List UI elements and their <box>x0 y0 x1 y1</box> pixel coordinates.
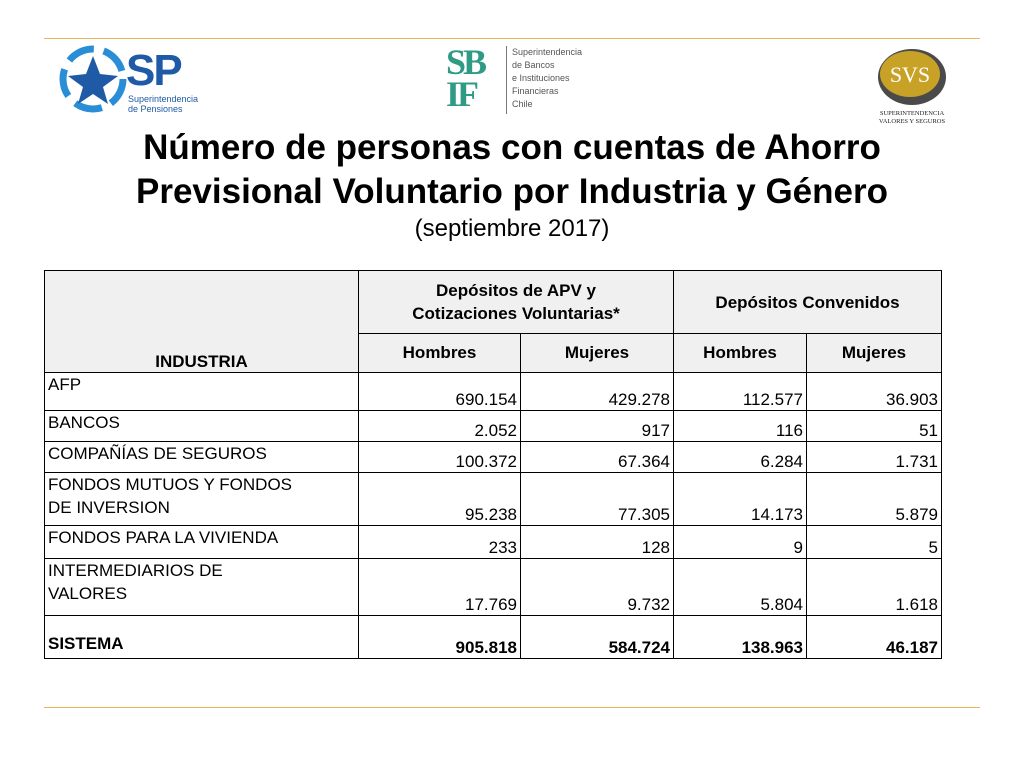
header-apv-line: Cotizaciones Voluntarias* <box>412 304 620 323</box>
table-row <box>45 473 942 526</box>
sbif-name-line: Chile <box>512 99 533 109</box>
sp-logo <box>58 44 218 114</box>
apv-hombres-cell: 2.052 <box>359 411 521 442</box>
sbif-logo-names <box>512 46 582 111</box>
sp-emblem-icon <box>58 44 128 114</box>
svs-subtitle-line: VALORES Y SEGUROS <box>878 118 946 125</box>
sbif-logo-mark <box>446 42 485 114</box>
industry-cell <box>45 473 359 526</box>
apv-table <box>44 270 942 659</box>
apv-hombres-cell: 690.154 <box>359 373 521 411</box>
apv-hombres-cell: 905.818 <box>359 616 521 659</box>
table-row <box>45 411 942 442</box>
conv-hombres-cell: 5.804 <box>674 559 807 616</box>
svs-logo <box>872 44 952 130</box>
bottom-rule <box>44 707 980 708</box>
apv-mujeres-cell: 584.724 <box>521 616 674 659</box>
conv-mujeres-cell: 1.731 <box>807 442 942 473</box>
title-line: Previsional Voluntario por Industria y Género <box>135 172 888 211</box>
conv-hombres-cell: 112.577 <box>674 373 807 411</box>
industry-label: COMPAÑÍAS DE SEGUROS <box>48 444 267 463</box>
svs-logo-mark: SVS <box>889 62 931 87</box>
sbif-name-line: e Instituciones <box>512 73 570 83</box>
page-title <box>40 126 984 214</box>
industry-label: DE INVERSION <box>48 498 170 517</box>
top-rule <box>44 38 980 39</box>
table-row <box>45 442 942 473</box>
header-industria: INDUSTRIA <box>45 271 359 373</box>
conv-hombres-cell: 6.284 <box>674 442 807 473</box>
conv-hombres-cell: 138.963 <box>674 616 807 659</box>
table-row <box>45 559 942 616</box>
apv-mujeres-cell: 77.305 <box>521 473 674 526</box>
table-row-total <box>45 616 942 659</box>
conv-hombres-cell: 116 <box>674 411 807 442</box>
apv-mujeres-cell: 9.732 <box>521 559 674 616</box>
industry-cell <box>45 559 359 616</box>
industry-label: BANCOS <box>48 413 120 432</box>
conv-hombres-cell: 9 <box>674 526 807 559</box>
conv-mujeres-cell: 1.618 <box>807 559 942 616</box>
header-apv-hombres: Hombres <box>359 334 521 373</box>
sbif-logo <box>446 42 596 118</box>
industry-label: FONDOS PARA LA VIVIENDA <box>48 528 279 547</box>
industry-label: INTERMEDIARIOS DE <box>48 561 223 580</box>
industry-cell <box>45 411 359 442</box>
sbif-name-line: Superintendencia <box>512 47 583 57</box>
conv-mujeres-cell: 5 <box>807 526 942 559</box>
page-subtitle: (septiembre 2017) <box>414 215 610 242</box>
header-apv-line: Depósitos de APV y <box>436 281 596 300</box>
sp-logo-subtitle <box>128 94 198 114</box>
apv-hombres-cell: 17.769 <box>359 559 521 616</box>
industry-cell <box>45 442 359 473</box>
svs-emblem-icon <box>872 44 952 110</box>
apv-mujeres-cell: 67.364 <box>521 442 674 473</box>
conv-mujeres-cell: 5.879 <box>807 473 942 526</box>
header-conv-hombres: Hombres <box>674 334 807 373</box>
apv-hombres-cell: 100.372 <box>359 442 521 473</box>
industry-cell <box>45 616 359 659</box>
header-conv-mujeres: Mujeres <box>807 334 942 373</box>
header-convenidos-group: Depósitos Convenidos <box>674 271 942 334</box>
industry-label: SISTEMA <box>48 634 124 653</box>
sp-subtitle-line: de Pensiones <box>128 104 183 114</box>
conv-mujeres-cell: 46.187 <box>807 616 942 659</box>
sbif-mark-line: SB <box>446 42 485 82</box>
industry-label: AFP <box>48 375 82 394</box>
conv-mujeres-cell: 36.903 <box>807 373 942 411</box>
sbif-name-line: Financieras <box>512 86 559 96</box>
title-line: Número de personas con cuentas de Ahorro <box>143 128 881 167</box>
conv-mujeres-cell: 51 <box>807 411 942 442</box>
sp-logo-mark: SP <box>126 46 181 95</box>
industry-cell <box>45 373 359 411</box>
industry-cell <box>45 526 359 559</box>
apv-mujeres-cell: 429.278 <box>521 373 674 411</box>
sbif-logo-divider <box>506 46 507 114</box>
header-apv-group <box>359 271 674 334</box>
apv-hombres-cell: 95.238 <box>359 473 521 526</box>
apv-hombres-cell: 233 <box>359 526 521 559</box>
sbif-mark-line: IF <box>446 74 476 114</box>
table-row <box>45 373 942 411</box>
apv-mujeres-cell: 128 <box>521 526 674 559</box>
industry-label: FONDOS MUTUOS Y FONDOS <box>48 475 293 494</box>
header-apv-mujeres: Mujeres <box>521 334 674 373</box>
conv-hombres-cell: 14.173 <box>674 473 807 526</box>
svs-logo-subtitle <box>872 110 952 126</box>
apv-mujeres-cell: 917 <box>521 411 674 442</box>
svs-subtitle-line: SUPERINTENDENCIA <box>879 110 945 117</box>
sbif-name-line: de Bancos <box>512 60 555 70</box>
sp-subtitle-line: Superintendencia <box>128 94 199 104</box>
industry-label: VALORES <box>48 584 128 603</box>
table-row <box>45 526 942 559</box>
